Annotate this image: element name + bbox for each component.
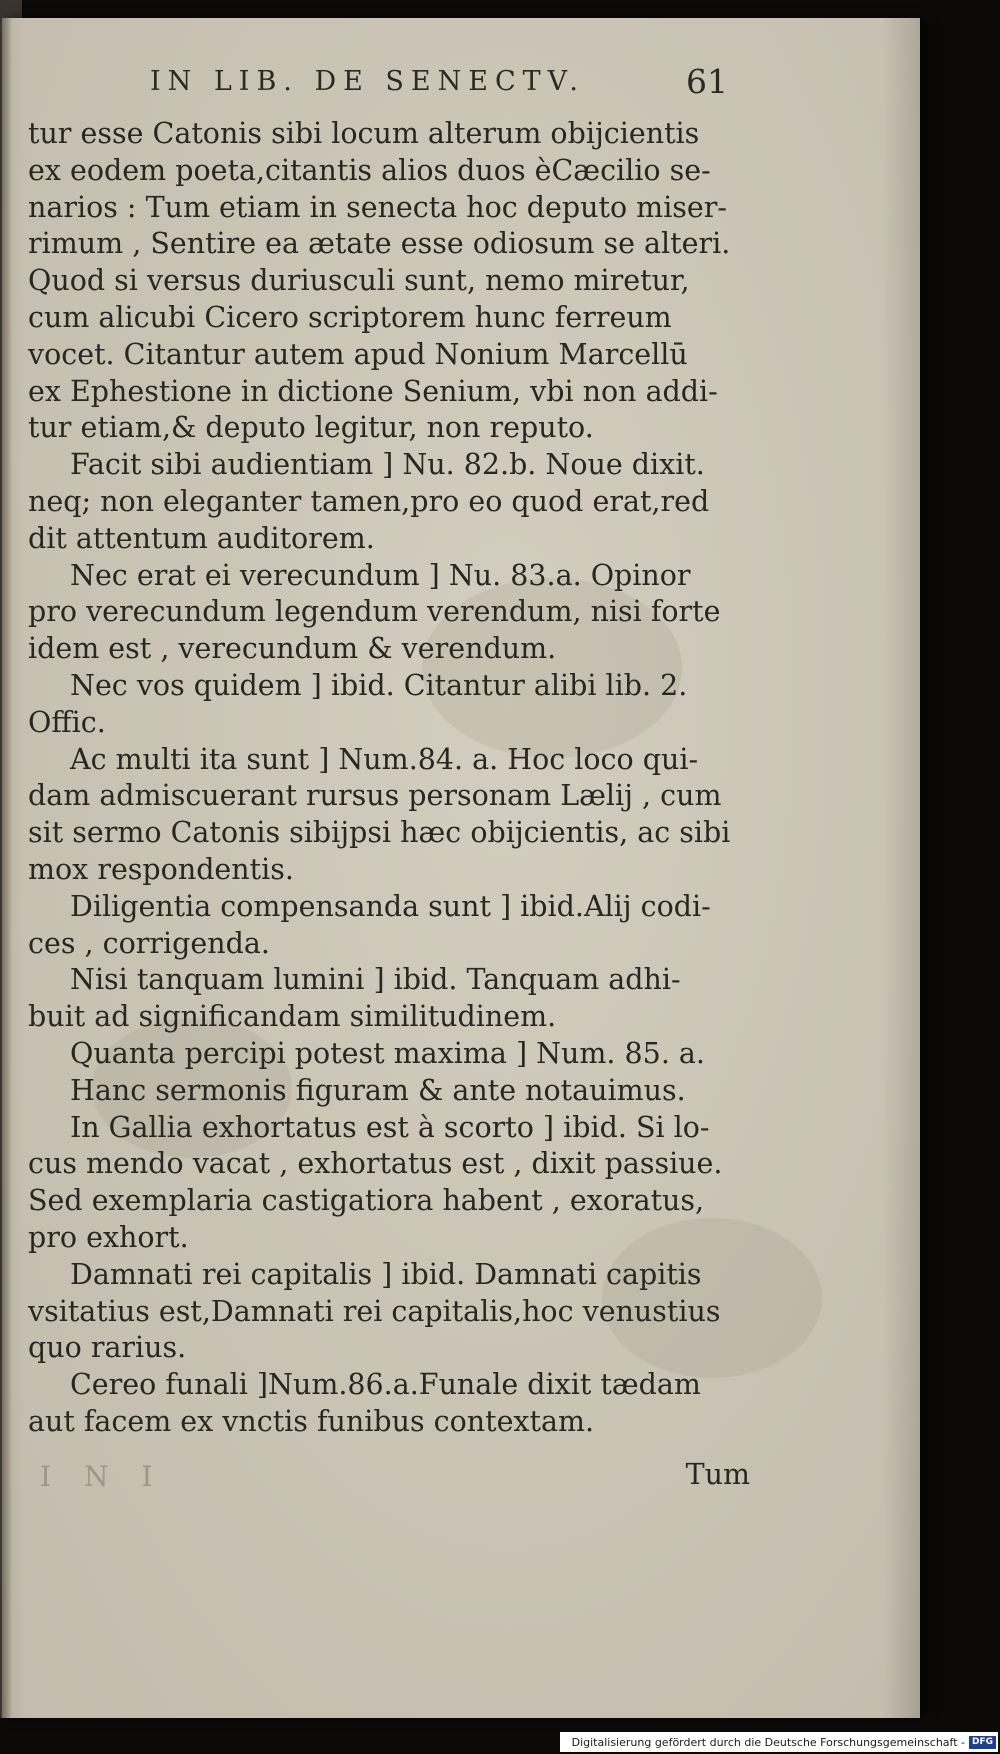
text-line: narios : Tum etiam in senecta hoc deputo miser- xyxy=(28,190,728,224)
credit-text: Digitalisierung gefördert durch die Deutsche Forschungsgemeinschaft - xyxy=(571,1735,965,1749)
text-line: aut facem ex vnctis funibus contextam. xyxy=(28,1404,595,1438)
text-line: Quod si versus duriusculi sunt, nemo miretur, xyxy=(28,264,690,298)
text-line: vocet. Citantur autem apud Nonium Marcellū xyxy=(28,337,688,371)
text-line: Sed exemplaria castigatiora habent , exoratus, xyxy=(28,1184,705,1218)
text-line: buit ad significandam similitudinem. xyxy=(28,1000,557,1034)
commentary-text-block xyxy=(28,116,748,1441)
text-line: Offic. xyxy=(28,705,106,739)
lemma-line: Ac multi ita sunt ] Num.84. a. Hoc loco qui- xyxy=(70,742,699,776)
digitization-credit xyxy=(560,1732,998,1752)
text-line: sit sermo Catonis sibijpsi hæc obijcientis, ac sibi xyxy=(28,816,731,850)
running-head: IN LIB. DE SENECTV. xyxy=(150,66,585,97)
lemma-line: Nec erat ei verecundum ] Nu. 83.a. Opinor xyxy=(70,558,691,592)
lemma-line: Nisi tanquam lumini ] ibid. Tanquam adhi- xyxy=(70,963,681,997)
text-line: ex eodem poeta,citantis alios duos èCæcilio se- xyxy=(28,153,711,187)
lemma-line: Quanta percipi potest maxima ] Num. 85. a. xyxy=(70,1036,705,1070)
text-line: cus mendo vacat , exhortatus est , dixit passiue. xyxy=(28,1147,723,1181)
text-line: mox respondentis. xyxy=(28,852,294,886)
text-line: tur esse Catonis sibi locum alterum obijcientis xyxy=(28,117,700,150)
text-line: rimum , Sentire ea ætate esse odiosum se alteri. xyxy=(28,227,731,261)
catchword: Tum xyxy=(685,1458,750,1491)
show-through-marks: I N I xyxy=(40,1460,165,1493)
text-line: Hanc sermonis figuram & ante notauimus. xyxy=(70,1073,686,1107)
text-line: dam admiscuerant rursus personam Lælij , cum xyxy=(28,779,722,813)
lemma-line: Facit sibi audientiam ] Nu. 82.b. Noue dixit. xyxy=(70,448,705,482)
text-line: idem est , verecundum & verendum. xyxy=(28,632,557,666)
page-number: 61 xyxy=(686,62,728,101)
text-line: pro verecundum legendum verendum, nisi forte xyxy=(28,595,721,629)
dfg-logo: DFG xyxy=(969,1736,996,1749)
lemma-line: Cereo funali ]Num.86.a.Funale dixit tædam xyxy=(70,1368,701,1402)
lemma-line: Diligentia compensanda sunt ] ibid.Alij codi- xyxy=(70,889,711,923)
page-gutter-shadow xyxy=(0,18,12,1718)
scan-corner-mark xyxy=(0,0,22,18)
text-line: tur etiam,& deputo legitur, non reputo. xyxy=(28,411,594,445)
text-line: vsitatius est,Damnati rei capitalis,hoc venustius xyxy=(28,1294,721,1328)
text-line: ex Ephestione in dictione Senium, vbi non addi- xyxy=(28,374,718,408)
text-line: quo rarius. xyxy=(28,1331,187,1365)
lemma-line: Damnati rei capitalis ] ibid. Damnati capitis xyxy=(70,1257,702,1291)
text-line: ces , corrigenda. xyxy=(28,926,270,960)
text-line: pro exhort. xyxy=(28,1220,189,1254)
lemma-line: Nec vos quidem ] ibid. Citantur alibi lib. 2. xyxy=(70,668,688,702)
text-line: neq; non eleganter tamen,pro eo quod erat,red xyxy=(28,484,710,518)
text-line: dit attentum auditorem. xyxy=(28,521,375,555)
text-line: cum alicubi Cicero scriptorem hunc ferreum xyxy=(28,300,672,334)
lemma-line: In Gallia exhortatus est à scorto ] ibid. Si lo- xyxy=(70,1110,710,1144)
